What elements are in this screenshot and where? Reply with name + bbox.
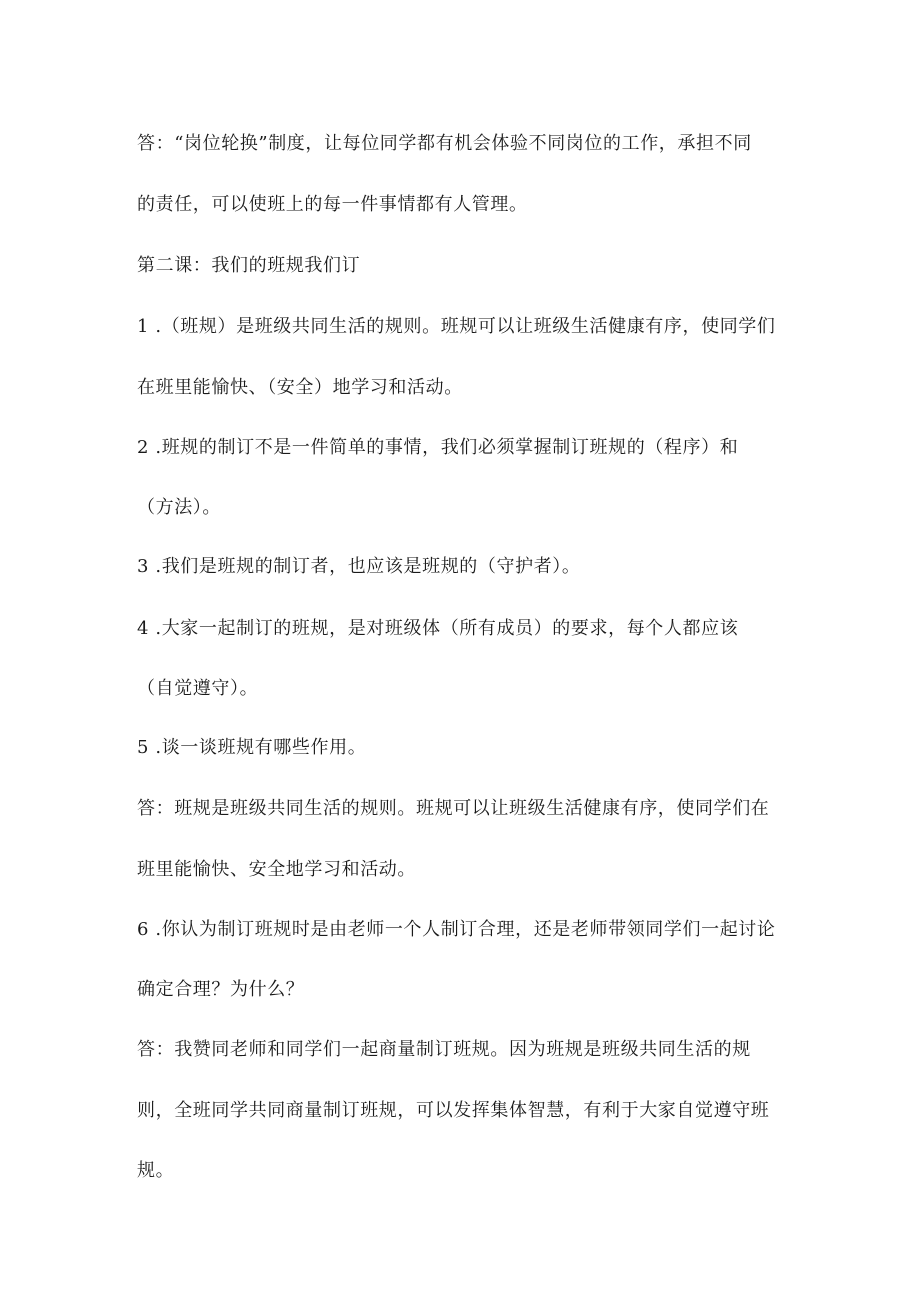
answer-text: 答：“岗位轮换”制度，让每位同学都有机会体验不同岗位的工作，承担不同 [137, 133, 752, 154]
answer-text: 的责任，可以使班上的每一件事情都有人管理。 [137, 194, 528, 215]
answer-6-end: 规。 [137, 1160, 175, 1181]
question-4: 4 .大家一起制订的班规，是对班级体（所有成员）的要求，每个人都应该 [137, 618, 739, 639]
answer-6: 答：我赞同老师和同学们一起商量制订班规。因为班规是班级共同生活的规 [137, 1039, 751, 1060]
answer-6-cont: 则，全班同学共同商量制订班规，可以发挥集体智慧，有利于大家自觉遵守班 [137, 1100, 770, 1121]
question-6: 6 .你认为制订班规时是由老师一个人制订合理，还是老师带领同学们一起讨论 [137, 919, 776, 940]
question-5: 5 .谈一谈班规有哪些作用。 [137, 737, 367, 758]
question-3: 3 .我们是班规的制订者，也应该是班规的（守护者）。 [137, 556, 581, 577]
question-2-cont: （方法）。 [137, 497, 221, 518]
question-6-cont: 确定合理？为什么？ [137, 979, 305, 1000]
question-2: 2 .班规的制订不是一件简单的事情，我们必须掌握制订班规的（程序）和 [137, 437, 739, 458]
question-1-cont: 在班里能愉快、（安全）地学习和活动。 [137, 377, 463, 398]
lesson-heading: 第二课：我们的班规我们订 [137, 255, 361, 276]
question-1: 1 .（班规）是班级共同生活的规则。班规可以让班级生活健康有序，使同学们 [137, 316, 776, 337]
answer-5-cont: 班里能愉快、安全地学习和活动。 [137, 859, 416, 880]
answer-5: 答：班规是班级共同生活的规则。班规可以让班级生活健康有序，使同学们在 [137, 798, 770, 819]
question-4-cont: （自觉遵守）。 [137, 678, 259, 699]
